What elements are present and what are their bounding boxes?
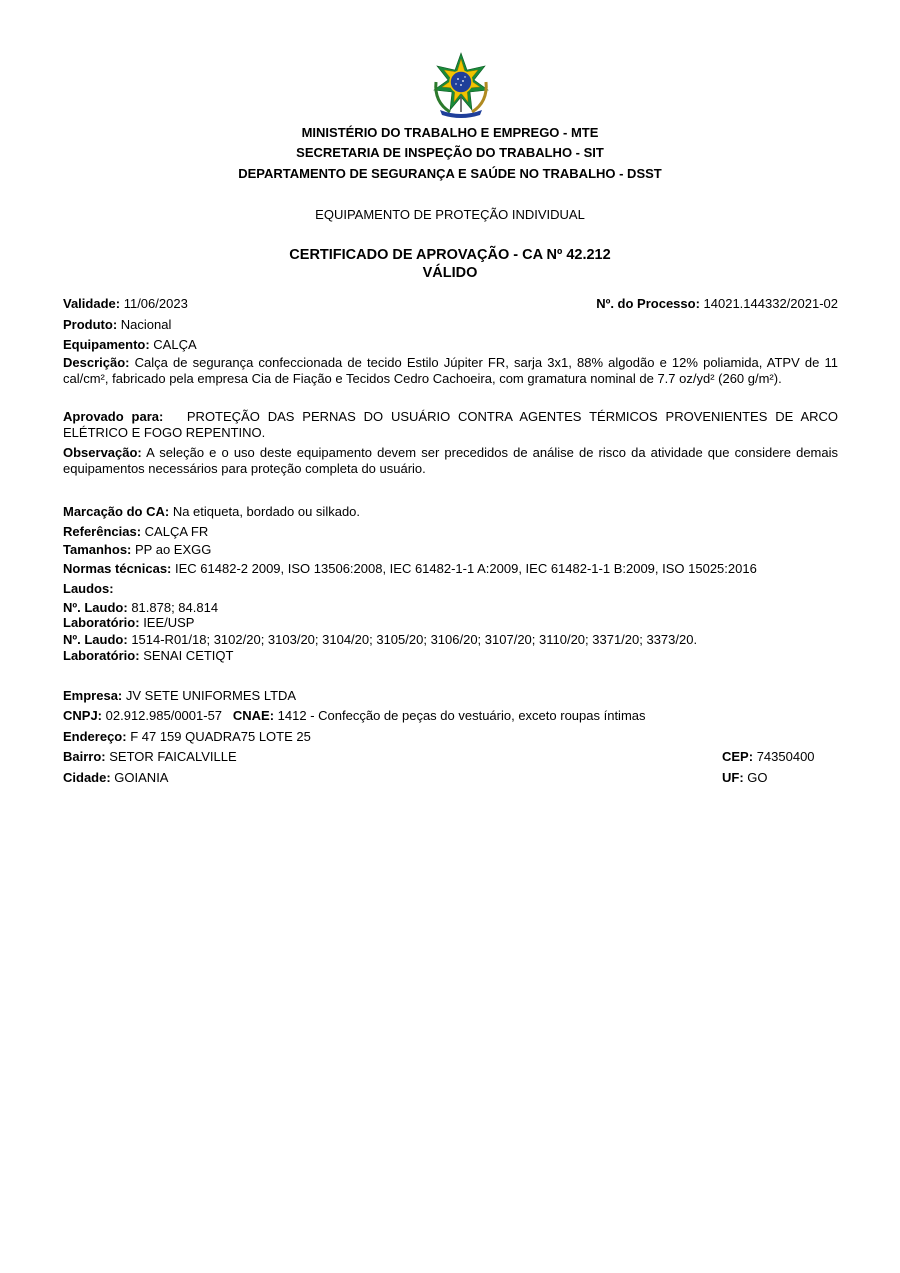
laudo-1-lab-line	[63, 615, 838, 631]
laudo-2-number-line	[63, 632, 838, 648]
referencias-value: CALÇA FR	[144, 524, 209, 539]
equipamento-value: CALÇA	[153, 337, 197, 352]
equipamento-line	[63, 337, 838, 353]
produto-line	[63, 317, 838, 333]
laudos-heading	[63, 581, 838, 597]
descricao-paragraph	[63, 355, 838, 387]
marcacao-value: Na etiqueta, bordado ou silkado.	[172, 504, 361, 519]
cep-label: CEP:	[722, 749, 754, 764]
cnpj-value: 02.912.985/0001-57	[105, 708, 223, 723]
marcacao-line	[63, 504, 838, 520]
cnae-label: CNAE:	[232, 708, 275, 723]
cidade-label: Cidade:	[63, 770, 111, 785]
empresa-value: JV SETE UNIFORMES LTDA	[125, 688, 297, 703]
cnpj-cnae-line	[63, 708, 838, 724]
department-name: DEPARTAMENTO DE SEGURANÇA E SAÚDE NO TRABALHO - DSST	[238, 166, 662, 181]
observacao-value: A seleção e o uso deste equipamento devem ser precedidos de análise de risco da atividade que considere demais equipamentos necessários para proteção completa do usuário.	[63, 445, 838, 476]
brazil-coat-of-arms-icon	[428, 52, 494, 120]
descricao-value: Calça de segurança confeccionada de tecido Estilo Júpiter FR, sarja 3x1, 88% algodão e 12% poliamida, ATPV de 11 cal/cm², fabricado pela empresa Cia de Fiação e Tecidos Cedro Cachoeira, com gramatura nominal de 7.7 oz/yd² (260 g/m²).	[63, 355, 838, 386]
uf-label: UF:	[722, 770, 744, 785]
document-subtitle: EQUIPAMENTO DE PROTEÇÃO INDIVIDUAL	[315, 207, 585, 222]
endereco-value: F 47 159 QUADRA75 LOTE 25	[130, 729, 311, 744]
observacao-label: Observação:	[63, 445, 142, 460]
laboratorio-value: SENAI CETIQT	[143, 648, 234, 663]
normas-label: Normas técnicas:	[63, 561, 172, 576]
bairro-label: Bairro:	[63, 749, 106, 764]
laudo-2-lab-line	[63, 648, 838, 664]
cep-value: 74350400	[756, 749, 815, 764]
laudos-label: Laudos:	[63, 581, 114, 596]
cidade-value: GOIANIA	[114, 770, 169, 785]
uf-line	[722, 770, 768, 786]
aprovado-value: PROTEÇÃO DAS PERNAS DO USUÁRIO CONTRA AGENTES TÉRMICOS PROVENIENTES DE ARCO ELÉTRICO E FOGO REPENTINO.	[63, 409, 839, 440]
endereco-label: Endereço:	[63, 729, 127, 744]
tamanhos-label: Tamanhos:	[63, 542, 132, 557]
laboratorio-value: IEE/USP	[143, 615, 195, 630]
certificate-title: CERTIFICADO DE APROVAÇÃO - CA Nº 42.212	[289, 247, 611, 263]
laboratorio-label: Laboratório:	[63, 615, 140, 630]
tamanhos-line	[63, 542, 838, 558]
laudo-number-value: 1514-R01/18; 3102/20; 3103/20; 3104/20; 3105/20; 3106/20; 3107/20; 3110/20; 3371/20; 3373/20.	[131, 632, 698, 647]
laudo-1-number-line	[63, 600, 838, 616]
laudo-number-label: Nº. Laudo:	[63, 600, 128, 615]
processo-line	[596, 296, 838, 312]
referencias-label: Referências:	[63, 524, 142, 539]
uf-value: GO	[747, 770, 768, 785]
empresa-line	[63, 688, 838, 704]
validade-value: 11/06/2023	[123, 296, 188, 311]
processo-value: 14021.144332/2021-02	[703, 296, 838, 311]
aprovado-paragraph	[63, 409, 838, 441]
laudo-number-label: Nº. Laudo:	[63, 632, 128, 647]
laudo-number-value: 81.878; 84.814	[131, 600, 219, 615]
cep-line	[722, 749, 815, 765]
cnae-value: 1412 - Confecção de peças do vestuário, exceto roupas íntimas	[277, 708, 646, 723]
descricao-label: Descrição:	[63, 355, 130, 370]
ministry-name: MINISTÉRIO DO TRABALHO E EMPREGO - MTE	[301, 125, 599, 140]
normas-value: IEC 61482-2 2009, ISO 13506:2008, IEC 61482-1-1 A:2009, IEC 61482-1-1 B:2009, ISO 15025:2016	[175, 561, 757, 576]
marcacao-label: Marcação do CA:	[63, 504, 170, 519]
produto-label: Produto:	[63, 317, 118, 332]
empresa-label: Empresa:	[63, 688, 123, 703]
equipamento-label: Equipamento:	[63, 337, 150, 352]
aprovado-label: Aprovado para:	[63, 409, 164, 424]
tamanhos-value: PP ao EXGG	[135, 542, 212, 557]
bairro-value: SETOR FAICALVILLE	[109, 749, 237, 764]
validade-label: Validade:	[63, 296, 121, 311]
cnpj-label: CNPJ:	[63, 708, 103, 723]
produto-value: Nacional	[120, 317, 172, 332]
referencias-line	[63, 524, 838, 540]
observacao-paragraph	[63, 445, 838, 477]
secretariat-name: SECRETARIA DE INSPEÇÃO DO TRABALHO - SIT	[296, 145, 604, 160]
normas-line	[63, 561, 838, 577]
processo-label: Nº. do Processo:	[596, 296, 700, 311]
laboratorio-label: Laboratório:	[63, 648, 140, 663]
endereco-line	[63, 729, 838, 745]
certificate-status: VÁLIDO	[422, 265, 478, 281]
